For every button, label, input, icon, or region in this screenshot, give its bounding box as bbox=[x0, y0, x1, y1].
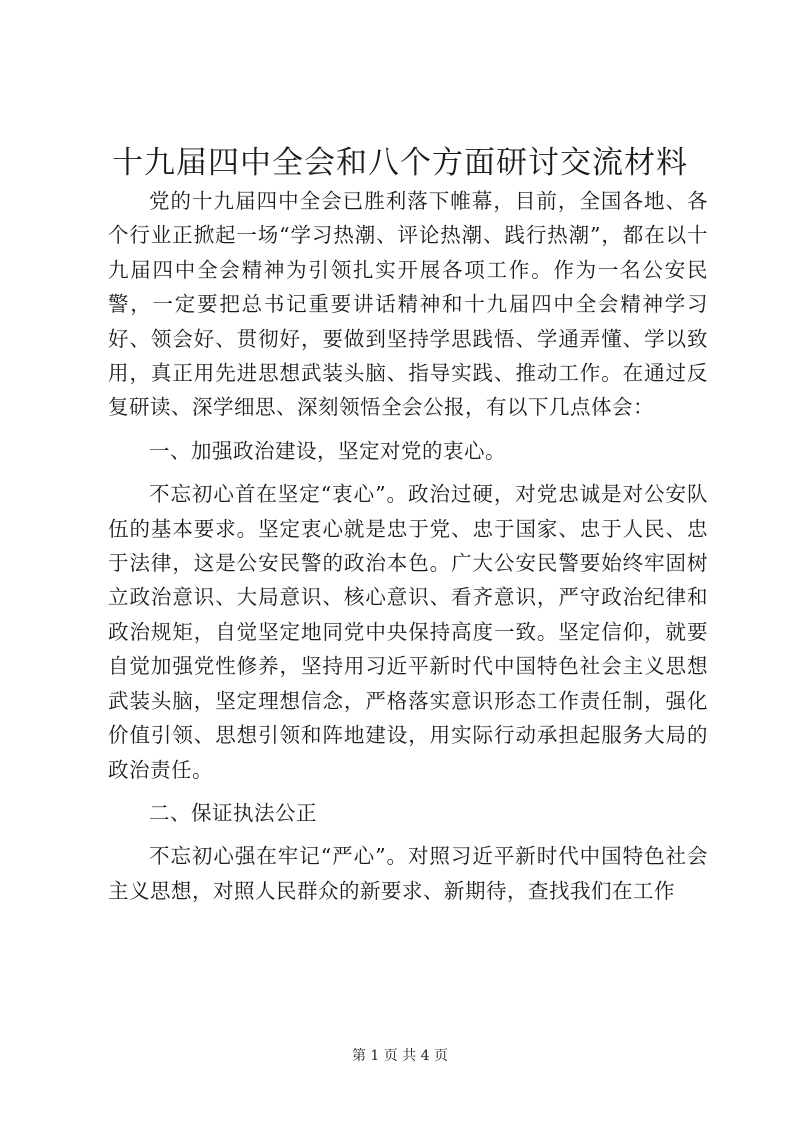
paragraph-section-2: 不忘初心强在牢记“严心”。对照习近平新时代中国特色社会主义思想，对照人民群众的新要求、新期待，查找我们在工作 bbox=[108, 844, 708, 903]
section-heading-1: 一、加强政治建设，坚定对党的衷心。 bbox=[149, 438, 506, 463]
paragraph-intro: 党的十九届四中全会已胜利落下帷幕，目前，全国各地、各个行业正掀起一场“学习热潮、评论热潮、践行热潮”，都在以十九届四中全会精神为引领扎实开展各项工作。作为一名公安民警，一定要把总书记重要讲话精神和十九届四中全会精神学习好、领会好、贯彻好，要做到坚持学思践悟、学通弄懂、学以致用，真正用先进思想武装头脑、指导实践、推动工作。在通过反复研读、深学细思、深刻领悟全会公报，有以下几点体会： bbox=[108, 189, 708, 420]
paragraph-section-1: 不忘初心首在坚定“衷心”。政治过硬，对党忠诚是对公安队伍的基本要求。坚定衷心就是忠于党、忠于国家、忠于人民、忠于法律，这是公安民警的政治本色。广大公安民警要始终牢固树立政治意识、大局意识、核心意识、看齐意识，严守政治纪律和政治规矩，自觉坚定地同党中央保持高度一致。坚定信仰，就要自觉加强党性修养，坚持用习近平新时代中国特色社会主义思想武装头脑，坚定理想信念，严格落实意识形态工作责任制，强化价值引领、思想引领和阵地建设，用实际行动承担起服务大局的政治责任。 bbox=[108, 482, 708, 782]
document-title: 十九届四中全会和八个方面研讨交流材料 bbox=[112, 145, 688, 181]
page-footer: 第 1 页 共 4 页 bbox=[351, 1048, 449, 1064]
section-heading-2: 二、保证执法公正 bbox=[149, 800, 317, 825]
document-body bbox=[108, 184, 708, 908]
